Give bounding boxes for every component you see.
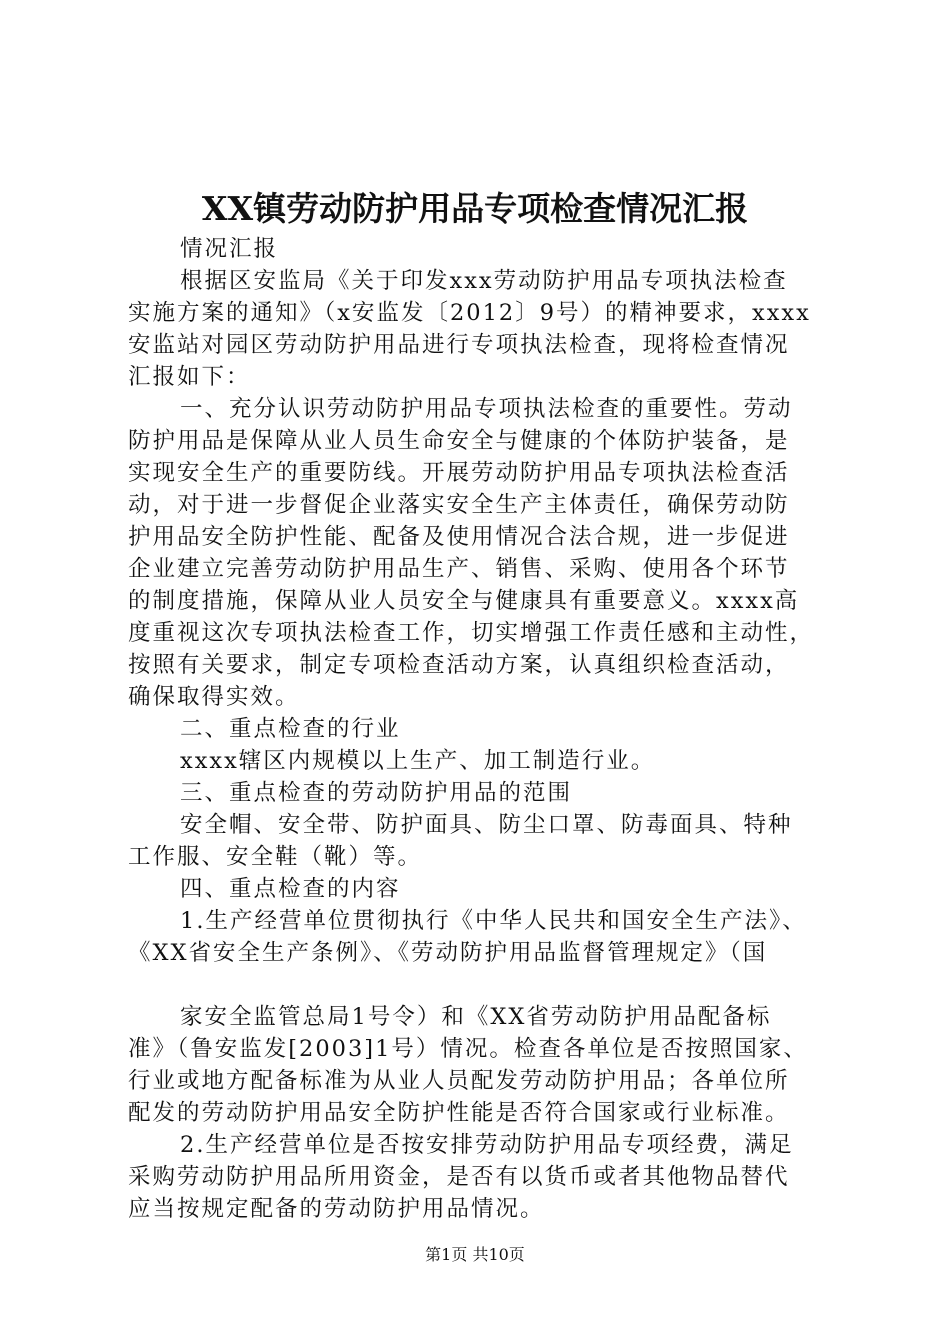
paragraph-line: 一、充分认识劳动防护用品专项执法检查的重要性。劳动 [180,396,793,422]
section-heading: 二、重点检查的行业 [180,716,401,742]
paragraph-line: xxxx辖区内规模以上生产、加工制造行业。 [180,748,656,774]
paragraph-line: 确保取得实效。 [128,684,300,710]
paragraph-line: 防护用品是保障从业人员生命安全与健康的个体防护装备，是 [128,428,790,454]
paragraph-line: 2.生产经营单位是否按安排劳动防护用品专项经费，满足 [180,1132,794,1158]
section-heading: 三、重点检查的劳动防护用品的范围 [180,780,573,806]
paragraph-line: 汇报如下： [128,364,251,390]
paragraph-line: 行业或地方配备标准为从业人员配发劳动防护用品；各单位所 [128,1068,790,1094]
paragraph-line: 应当按规定配备的劳动防护用品情况。 [128,1196,545,1222]
paragraph-line: 安监站对园区劳动防护用品进行专项执法检查，现将检查情况 [128,332,790,358]
paragraph-line: 按照有关要求，制定专项检查活动方案，认真组织检查活动， [128,652,790,678]
paragraph-line: 企业建立完善劳动防护用品生产、销售、采购、使用各个环节 [128,556,790,582]
paragraph-line: 实现安全生产的重要防线。开展劳动防护用品专项执法检查活 [128,460,790,486]
page-number-footer: 第1页 共10页 [425,1245,525,1264]
paragraph-line: 护用品安全防护性能、配备及使用情况合法合规，进一步促进 [128,524,790,550]
paragraph-line: 根据区安监局《关于印发xxx劳动防护用品专项执法检查 [180,268,788,294]
paragraph-line: 1.生产经营单位贯彻执行《中华人民共和国安全生产法》、 [180,908,807,934]
paragraph-line: 情况汇报 [180,236,279,262]
paragraph-line: 工作服、安全鞋（靴）等。 [128,844,423,870]
section-heading: 四、重点检查的内容 [180,876,401,902]
paragraph-line: 动，对于进一步督促企业落实安全生产主体责任，确保劳动防 [128,492,790,518]
document-title: XX镇劳动防护用品专项检查情况汇报 [201,189,749,228]
paragraph-line: 家安全监管总局1号令）和《XX省劳动防护用品配备标 [180,1004,772,1030]
paragraph-line: 的制度措施，保障从业人员安全与健康具有重要意义。xxxx高 [128,588,800,614]
paragraph-line: 实施方案的通知》（x安监发〔2012〕9号）的精神要求，xxxx [128,300,811,326]
paragraph-line: 采购劳动防护用品所用资金，是否有以货币或者其他物品替代 [128,1164,790,1190]
paragraph-line: 配发的劳动防护用品安全防护性能是否符合国家或行业标准。 [128,1100,790,1126]
paragraph-line: 安全帽、安全带、防护面具、防尘口罩、防毒面具、特种 [180,812,793,838]
paragraph-line: 准》（鲁安监发[2003]1号）情况。检查各单位是否按照国家、 [128,1036,808,1062]
paragraph-line: 度重视这次专项执法检查工作，切实增强工作责任感和主动性， [128,620,815,646]
paragraph-line: 《XX省安全生产条例》、《劳动防护用品监督管理规定》（国 [128,940,768,966]
